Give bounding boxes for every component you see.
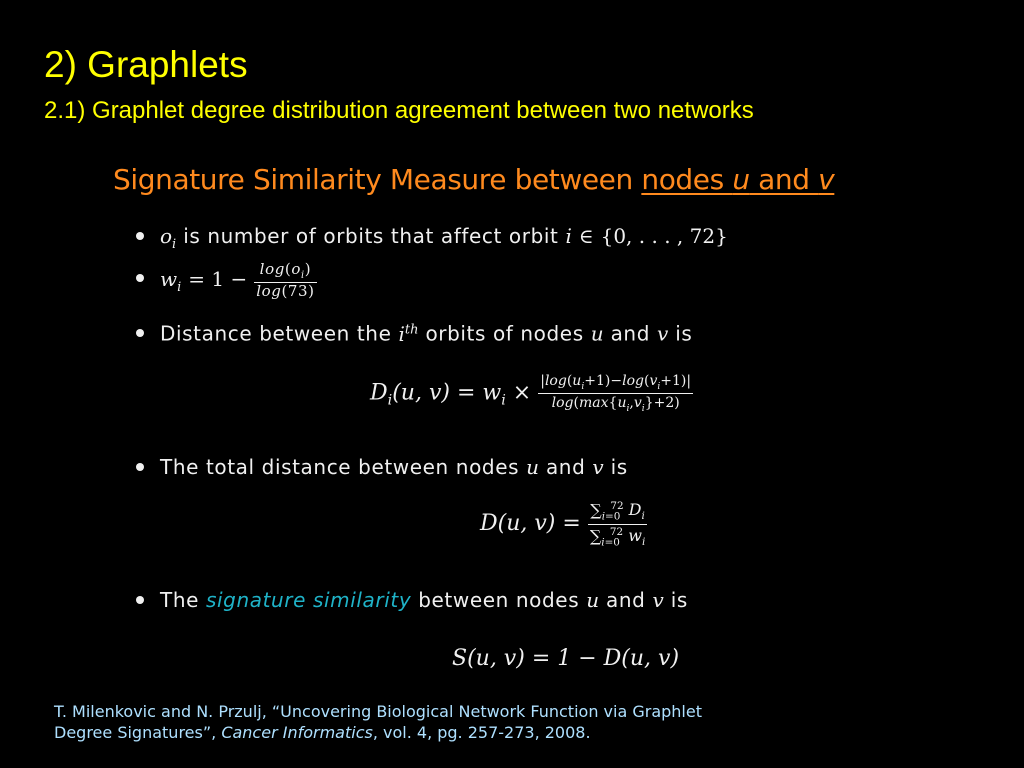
weight-fraction: $\frac{\log(o_i)}{\log(73)}$ <box>256 260 315 300</box>
signature-similarity-highlight: signature similarity <box>205 588 412 612</box>
bullet-dot-icon <box>136 463 144 471</box>
heading-prefix: Signature Similarity Measure between <box>113 163 642 196</box>
bullet-dot-icon <box>136 232 144 240</box>
eq1-times: × <box>505 380 539 406</box>
eq1-fraction: $\frac{|\log(u_i+1)-\log(v_i+1)|}{\log(\max\{u_i,v_i\}+2)}$ <box>540 373 692 414</box>
bullet-5-text-4: is <box>670 588 688 612</box>
math-v: v <box>656 321 669 346</box>
math-in-symbol: ∈ <box>578 224 594 248</box>
bullet-4-text-2: and <box>545 455 586 479</box>
eq2-lhs: D(u, v) = <box>480 511 581 537</box>
bullet-3-text-4: is <box>675 321 693 346</box>
bullet-1-text: is number of orbits that affect orbit <box>183 224 559 248</box>
math-o-i: $o_i$ <box>160 224 177 252</box>
eq1-mid: (u, v) = w <box>392 380 502 406</box>
citation-suffix: , vol. 4, pg. 257-273, 2008. <box>372 722 591 742</box>
eq1-d: D <box>370 380 388 406</box>
bullet-2-text: = 1 − <box>188 266 248 291</box>
math-v: v <box>652 588 664 612</box>
math-u: u <box>586 588 600 612</box>
orbit-set: {0, . . . , 72} <box>600 224 728 248</box>
math-i-in: i <box>565 224 572 248</box>
bullet-total-distance <box>136 457 628 477</box>
citation <box>54 702 702 744</box>
math-w-i: $w_i$ <box>160 266 182 295</box>
bullet-dot-icon <box>136 274 144 282</box>
similarity-equation: S(u, v) = 1 − D(u, v) <box>452 646 680 671</box>
heading-nodes-link[interactable] <box>641 163 834 196</box>
heading-u: u <box>732 163 750 196</box>
bullet-dot-icon <box>136 596 144 604</box>
heading-nodes-text: nodes <box>641 163 733 196</box>
bullet-4-text-3: is <box>610 455 628 479</box>
slide-title: 2) Graphlets <box>44 44 248 85</box>
math-u: u <box>590 321 604 346</box>
bullet-3-text-3: and <box>610 321 650 346</box>
math-u: u <box>526 455 539 479</box>
bullet-3-text-2: orbits of nodes <box>425 321 584 346</box>
citation-prefix: Degree Signatures”, <box>54 722 222 742</box>
bullet-5-text-2: between nodes <box>418 588 580 612</box>
section-heading <box>113 163 835 196</box>
bullet-weight <box>136 262 317 299</box>
math-i-th: $i^{th}$ <box>398 321 419 346</box>
citation-line-1: T. Milenkovic and N. Przulj, “Uncovering Biological Network Function via Graphlet <box>54 702 702 721</box>
citation-line-2 <box>54 723 702 744</box>
heading-and: and <box>749 163 819 196</box>
bullet-3-text-1: Distance between the <box>160 321 392 346</box>
heading-v: v <box>818 163 835 196</box>
orbit-distance-equation: $D_i(u$, $v) = w_i$ × $\frac{|\log(u_i+1)-\log(v_i+1)|}{\log(\max\{u_i,v_i\}+2)}$ <box>370 373 692 414</box>
bullet-orbit-count <box>136 226 728 251</box>
math-v: v <box>592 455 604 479</box>
slide-subtitle: 2.1) Graphlet degree distribution agreement between two networks <box>44 97 754 124</box>
bullet-orbit-distance <box>136 323 692 344</box>
bullet-dot-icon <box>136 329 144 337</box>
citation-journal: Cancer Informatics <box>221 722 373 742</box>
bullet-4-text-1: The total distance between nodes <box>160 455 520 479</box>
bullet-5-text-1: The <box>160 588 199 612</box>
bullet-5-text-3: and <box>606 588 646 612</box>
bullet-signature-similarity <box>136 590 688 610</box>
eq2-fraction: $\frac{\sum_{i=0}^{72} D_i}{\sum_{i=0}^{72} w_i}$ <box>589 500 646 549</box>
total-distance-equation <box>480 500 647 548</box>
